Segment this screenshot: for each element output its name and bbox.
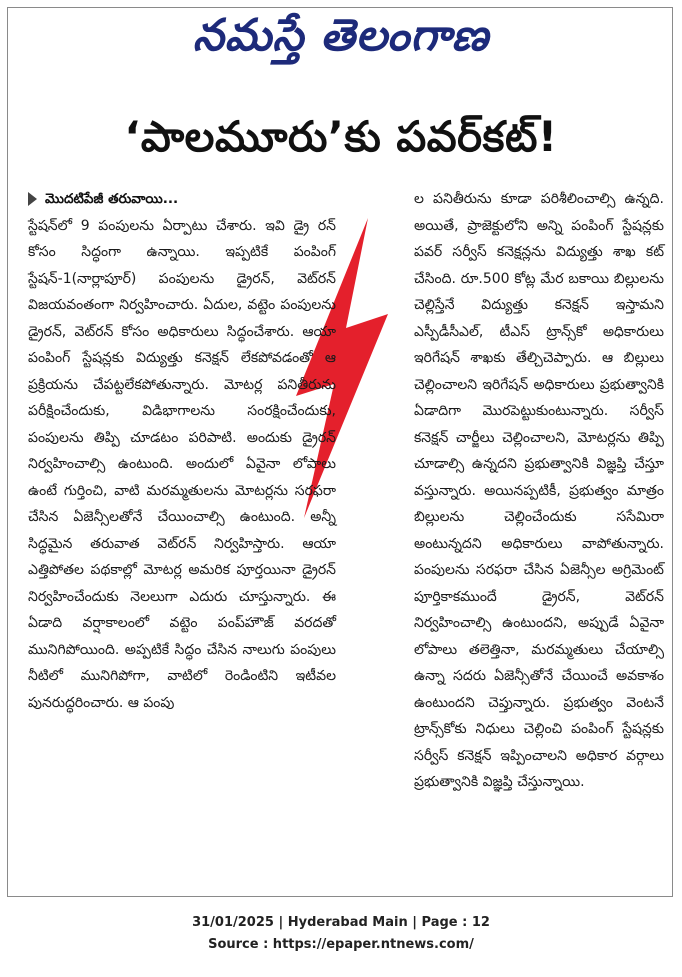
- footer-source: Source : https://epaper.ntnews.com/: [208, 937, 474, 952]
- page-headline: ‘పాలమూరు’కు పవర్‌కట్‌!: [124, 112, 558, 161]
- triangle-right-icon: [28, 192, 37, 206]
- article-right-column: [414, 186, 664, 796]
- article-left-column: [28, 186, 336, 716]
- kicker-label: మొదటిపేజీ తరువాయి...: [45, 191, 179, 207]
- article-paragraph-right: ల పనితీరును కూడా పరిశీలించాల్సి ఉన్నది. అయితే, ప్రాజెక్టులోని అన్ని పంపింగ్‌ స్టేషన్లకు పవర్‌ సర్వీస్‌ కనెక్షన్లను విద్యుత్తు శాఖ కట్‌ చేసింది. రూ.500 కోట్ల మేర బకాయి బిల్లులను చెల్లిస్తేనే విద్యుత్తు కనెక్షన్‌ ఇస్తామని ఎస్పీడీసీఎల్‌, టీఎస్‌ ట్రాన్స్‌కో అధికారులు ఇరిగేషన్‌ శాఖకు తేల్చిచెప్పారు. ఆ బిల్లులు చెల్లించాలని ఇరిగేషన్‌ అధికారులు ప్రభుత్వానికి ఏడాదిగా మొరపెట్టుకుంటున్నారు. సర్వీస్‌ కనెక్షన్‌ చార్జీలు చెల్లించాలని, మోటర్లను తిప్పి చూడాల్సి ఉన్నదని ప్రభుత్వానికి విజ్ఞప్తి చేస్తూ వస్తున్నారు. అయినప్పటికీ, ప్రభుత్వం మాత్రం బిల్లులను చెల్లించేందుకు ససేమిరా అంటున్నదని అధికారులు వాపోతున్నారు. పంపులను సరఫరా చేసిన ఏజెన్సీల అగ్రిమెంట్‌ పూర్తికాకముందే డ్రైరన్‌, వెట్‌రన్‌ నిర్వహించాల్సి ఉంటుందని, అప్పుడే ఏవైనా లోపాలు తలెత్తినా, మరమ్మతులు చేయాల్సి ఉన్నా సదరు ఏజెన్సీతోనే చేయించే అవకాశం ఉంటుందని చెప్తున్నారు. ప్రభుత్వం వెంటనే ట్రాన్స్‌కోకు నిధులు చెల్లించి పంపింగ్‌ స్టేషన్లకు సర్వీస్‌ కనెక్షన్‌ ఇప్పించాలని అధికార వర్గాలు ప్రభుత్వానికి విజ్ఞప్తి చేస్తున్నాయి.: [414, 191, 664, 790]
- masthead-logo: నమస్తే తెలంగాణ: [192, 10, 490, 61]
- continuation-kicker: [28, 186, 336, 213]
- article-paragraph-left: స్టేషన్‌లో 9 పంపులను ఏర్పాటు చేశారు. ఇవి డ్రై రన్‌ కోసం సిద్ధంగా ఉన్నాయి. ఇప్పటికే పంపింగ్‌ స్టేషన్‌-1(నార్లాపూర్‌) పంపులను డ్రైరన్‌, వెట్‌రన్‌ విజయవంతంగా నిర్వహించారు. ఏదుల, వట్టెం పంపులను డ్రైరన్‌, వెట్‌రన్‌ కోసం అధికారులు సిద్ధంచేశారు. ఆయా పంపింగ్‌ స్టేషన్లకు విద్యుత్తు కనెక్షన్‌ లేకపోవడంతో ఆ ప్రక్రియను చేపట్టలేకపోతున్నారు. మోటర్ల పనితీరును పరీక్షించేందుకు, విడిభాగాలను సంరక్షించేందుకు, పంపులను తిప్పి చూడటం పరిపాటి. అందుకు డ్రైరన్‌ నిర్వహించాల్సి ఉంటుంది. అందులో ఏవైనా లోపాలు ఉంటే గుర్తించి, వాటి మరమ్మతులను మోటర్లను సరఫరా చేసిన ఏజెన్సీలతోనే చేయించాల్సి ఉంటుంది. అన్నీ సిద్ధమైన తరువాత వెట్‌రన్‌ నిర్వహిస్తారు. ఆయా ఎత్తిపోతల పథకాల్లో మోటర్ల అమరిక పూర్తయినా డ్రైరన్‌ నిర్వహించేందుకు నెలలుగా ఎదురు చూస్తున్నారు. ఈ ఏడాది వర్షాకాలంలో వట్టెం పంప్‌హౌజ్‌ వరదతో మునిగిపోయింది. అప్పటికే సిద్ధం చేసిన నాలుగు పంపులు నీటిలో మునిగిపోగా, వాటిలో రెండింటిని ఇటీవల పునరుద్ధరించారు. ఆ పంపు: [28, 217, 336, 711]
- footer-dateline: 31/01/2025 | Hyderabad Main | Page : 12: [192, 915, 490, 930]
